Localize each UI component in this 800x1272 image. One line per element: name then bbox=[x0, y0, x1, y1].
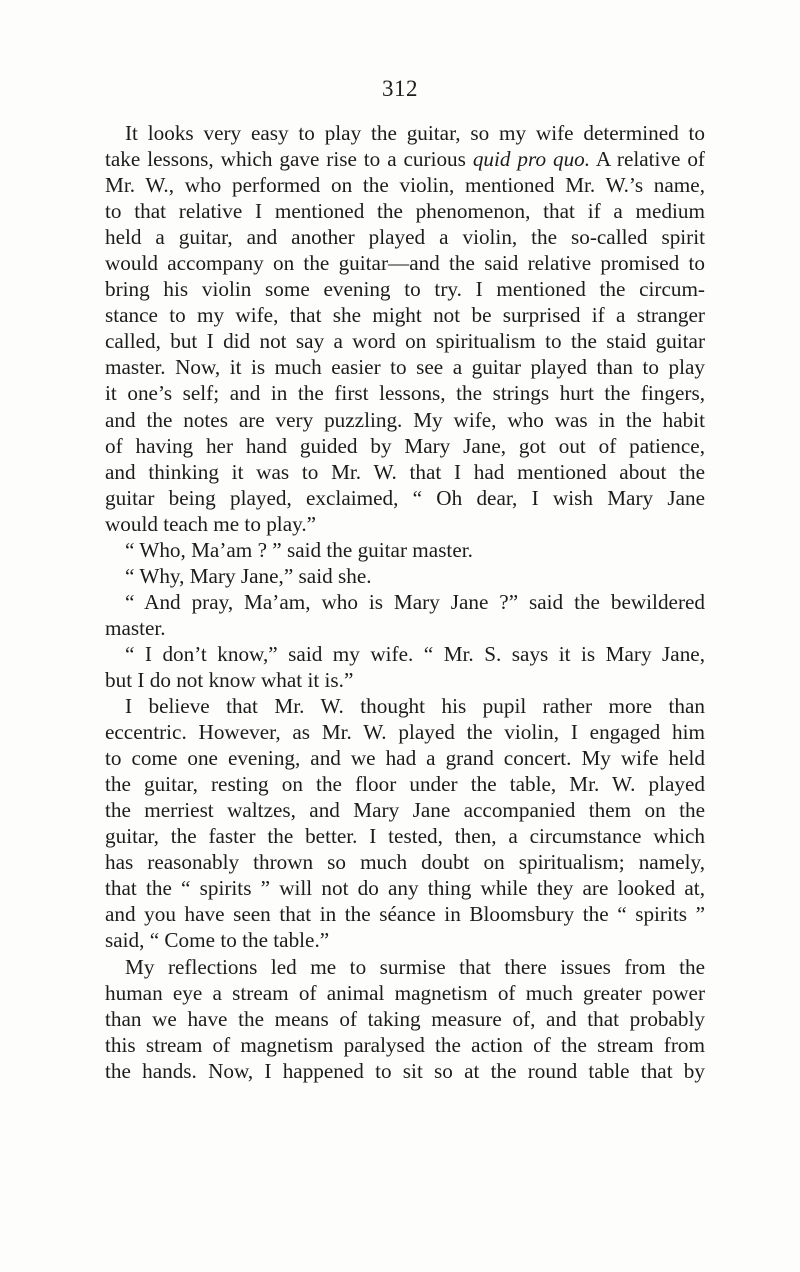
text-run: it one’s self; and in the first lessons, the strings hurt the fingers, bbox=[105, 381, 705, 406]
text-line bbox=[105, 276, 705, 302]
text-run: would teach me to play.” bbox=[105, 511, 317, 536]
text-run: has reasonably thrown so much doubt on spiritualism; namely, bbox=[105, 850, 705, 875]
text-line bbox=[105, 328, 705, 354]
text-run: and you have seen that in the séance in Bloomsbury the “ spirits ” bbox=[105, 902, 705, 927]
text-line bbox=[105, 120, 705, 146]
paragraph bbox=[105, 120, 705, 537]
text-line bbox=[105, 1058, 705, 1084]
text-line bbox=[105, 667, 705, 693]
text-line bbox=[105, 615, 705, 641]
text-line bbox=[105, 849, 705, 875]
text-run: eccentric. However, as Mr. W. played the violin, I engaged him bbox=[105, 720, 705, 745]
text-line bbox=[105, 797, 705, 823]
text-line bbox=[105, 198, 705, 224]
text-line bbox=[105, 771, 705, 797]
text-line bbox=[105, 407, 705, 433]
text-run: Mr. W., who performed on the violin, mentioned Mr. W.’s name, bbox=[105, 173, 705, 198]
text-line bbox=[105, 745, 705, 771]
text-run: to that relative I mentioned the phenomenon, that if a medium bbox=[105, 199, 705, 224]
text-line bbox=[105, 172, 705, 198]
text-line bbox=[105, 901, 705, 927]
text-line bbox=[105, 693, 705, 719]
text-line bbox=[105, 302, 705, 328]
text-run: “ And pray, Ma’am, who is Mary Jane ?” said the bewildered bbox=[125, 589, 705, 614]
page-number: 312 bbox=[382, 76, 418, 101]
text-line bbox=[105, 433, 705, 459]
text-run: bring his violin some evening to try. I mentioned the circum- bbox=[105, 277, 705, 302]
text-run: but I do not know what it is.” bbox=[105, 667, 354, 692]
text-line bbox=[105, 719, 705, 745]
text-run: and the notes are very puzzling. My wife, who was in the habit bbox=[105, 407, 705, 432]
paragraph bbox=[105, 563, 705, 589]
text-line bbox=[105, 380, 705, 406]
text-run: My reflections led me to surmise that there issues from the bbox=[125, 954, 705, 979]
paragraph bbox=[105, 693, 705, 953]
text-run: human eye a stream of animal magnetism of much greater power bbox=[105, 980, 705, 1005]
paragraph bbox=[105, 537, 705, 563]
paragraph bbox=[105, 641, 705, 693]
text-run: held a guitar, and another played a violin, the so-called spirit bbox=[105, 225, 705, 250]
text-run: that the “ spirits ” will not do any thing while they are looked at, bbox=[105, 876, 705, 901]
text-run: guitar being played, exclaimed, “ Oh dear, I wish Mary Jane bbox=[105, 485, 705, 510]
text-run: said, “ Come to the table.” bbox=[105, 928, 330, 953]
text-run: It looks very easy to play the guitar, so my wife determined to bbox=[125, 121, 705, 145]
text-run: the hands. Now, I happened to sit so at the round table that by bbox=[105, 1058, 705, 1083]
text-line bbox=[105, 641, 705, 667]
text-line bbox=[105, 1032, 705, 1058]
text-line bbox=[105, 875, 705, 901]
text-run: the guitar, resting on the floor under the table, Mr. W. played bbox=[105, 772, 705, 797]
text-line bbox=[105, 980, 705, 1006]
text-line bbox=[105, 485, 705, 511]
text-run: this stream of magnetism paralysed the action of the stream from bbox=[105, 1032, 705, 1057]
text-line bbox=[105, 511, 705, 537]
text-line bbox=[105, 563, 705, 589]
text-line bbox=[105, 537, 705, 563]
text-run: master. Now, it is much easier to see a guitar played than to play bbox=[105, 355, 705, 380]
text-run: of having her hand guided by Mary Jane, got out of patience, bbox=[105, 433, 705, 458]
text-run: the merriest waltzes, and Mary Jane accompanied them on the bbox=[105, 798, 705, 823]
text-run: A relative of bbox=[590, 147, 705, 172]
text-run: guitar, the faster the better. I tested, then, a circumstance which bbox=[105, 824, 705, 849]
text-run: “ I don’t know,” said my wife. “ Mr. S. says it is Mary Jane, bbox=[125, 641, 705, 666]
paragraph bbox=[105, 589, 705, 641]
text-run: “ Who, Ma’am ? ” said the guitar master. bbox=[125, 537, 473, 562]
body-text bbox=[105, 120, 705, 1084]
text-line bbox=[105, 589, 705, 615]
text-run: would accompany on the guitar—and the said relative promised to bbox=[105, 251, 705, 276]
text-line bbox=[105, 927, 705, 953]
text-run: called, but I did not say a word on spiritualism to the staid guitar bbox=[105, 329, 705, 354]
text-line bbox=[105, 823, 705, 849]
text-run: than we have the means of taking measure of, and that probably bbox=[105, 1006, 705, 1031]
text-run: I believe that Mr. W. thought his pupil rather more than bbox=[125, 694, 705, 719]
text-line bbox=[105, 250, 705, 276]
text-run: master. bbox=[105, 615, 166, 640]
text-line bbox=[105, 224, 705, 250]
text-line bbox=[105, 1006, 705, 1032]
text-line bbox=[105, 146, 705, 172]
italic-phrase: quid pro quo. bbox=[472, 147, 591, 172]
text-run: and thinking it was to Mr. W. that I had mentioned about the bbox=[105, 459, 705, 484]
paragraph bbox=[105, 954, 705, 1084]
text-line bbox=[105, 459, 705, 485]
text-run: take lessons, which gave rise to a curious bbox=[105, 147, 473, 172]
text-line bbox=[105, 354, 705, 380]
text-line bbox=[105, 954, 705, 980]
text-run: to come one evening, and we had a grand concert. My wife held bbox=[105, 746, 705, 771]
text-run: “ Why, Mary Jane,” said she. bbox=[125, 563, 372, 588]
text-run: stance to my wife, that she might not be surprised if a stranger bbox=[105, 303, 705, 328]
